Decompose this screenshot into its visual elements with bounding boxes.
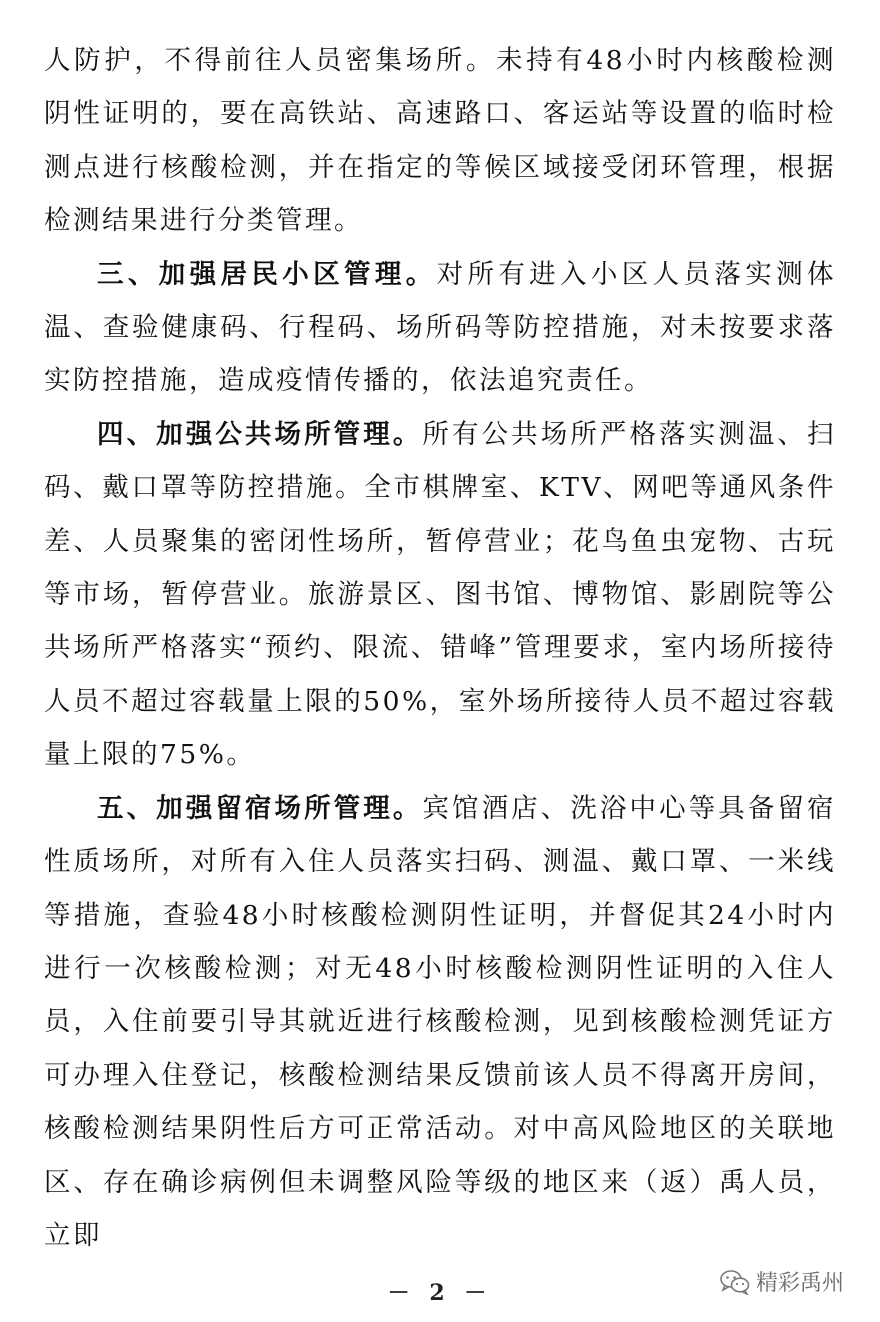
- document-body: [44, 34, 836, 1262]
- paragraph-1-text: 人防护，不得前往人员密集场所。未持有48小时内核酸检测阴性证明的，要在高铁站、高速路口、客运站等设置的临时检测点进行核酸检测，并在指定的等候区域接受闭环管理，根据检测结果进行分类管理。: [44, 45, 836, 237]
- watermark: [720, 1266, 844, 1297]
- paragraph-3-heading: 四、加强公共场所管理。: [97, 418, 423, 450]
- paragraph-4-heading: 五、加强留宿场所管理。: [97, 792, 423, 824]
- paragraph-2: [44, 248, 836, 408]
- paragraph-4-text: 宾馆酒店、洗浴中心等具备留宿性质场所，对所有入住人员落实扫码、测温、戴口罩、一米线等措施，查验48小时核酸检测阴性证明，并督促其24小时内进行一次核酸检测；对无48小时核酸检测阴性证明的入住人员，入住前要引导其就近进行核酸检测，见到核酸检测凭证方可办理入住登记，核酸检测结果反馈前该人员不得离开房间，核酸检测结果阴性后方可正常活动。对中高风险地区的关联地区、存在确诊病例但未调整风险等级的地区来（返）禹人员，立即: [44, 792, 837, 1251]
- paragraph-3: [44, 408, 836, 782]
- watermark-text: 精彩禹州: [755, 1271, 844, 1296]
- paragraph-3-text: 所有公共场所严格落实测温、扫码、戴口罩等防控措施。全市棋牌室、KTV、网吧等通风条件差、人员聚集的密闭性场所，暂停营业；花鸟鱼虫宠物、古玩等市场，暂停营业。旅游景区、图书馆、博物馆、影剧院等公共场所严格落实“预约、限流、错峰”管理要求，室内场所接待人员不超过容载量上限的50%，室外场所接待人员不超过容载量上限的75%。: [44, 418, 837, 771]
- wechat-icon: [720, 1269, 750, 1295]
- paragraph-2-text: 对所有进入小区人员落实测体温、查验健康码、行程码、场所码等防控措施，对未按要求落实防控措施，造成疫情传播的，依法追究责任。: [44, 258, 837, 397]
- paragraph-4: [44, 782, 836, 1263]
- paragraph-1: [44, 34, 836, 248]
- page-number: － 2 －: [387, 1280, 493, 1306]
- paragraph-2-heading: 三、加强居民小区管理。: [97, 258, 437, 290]
